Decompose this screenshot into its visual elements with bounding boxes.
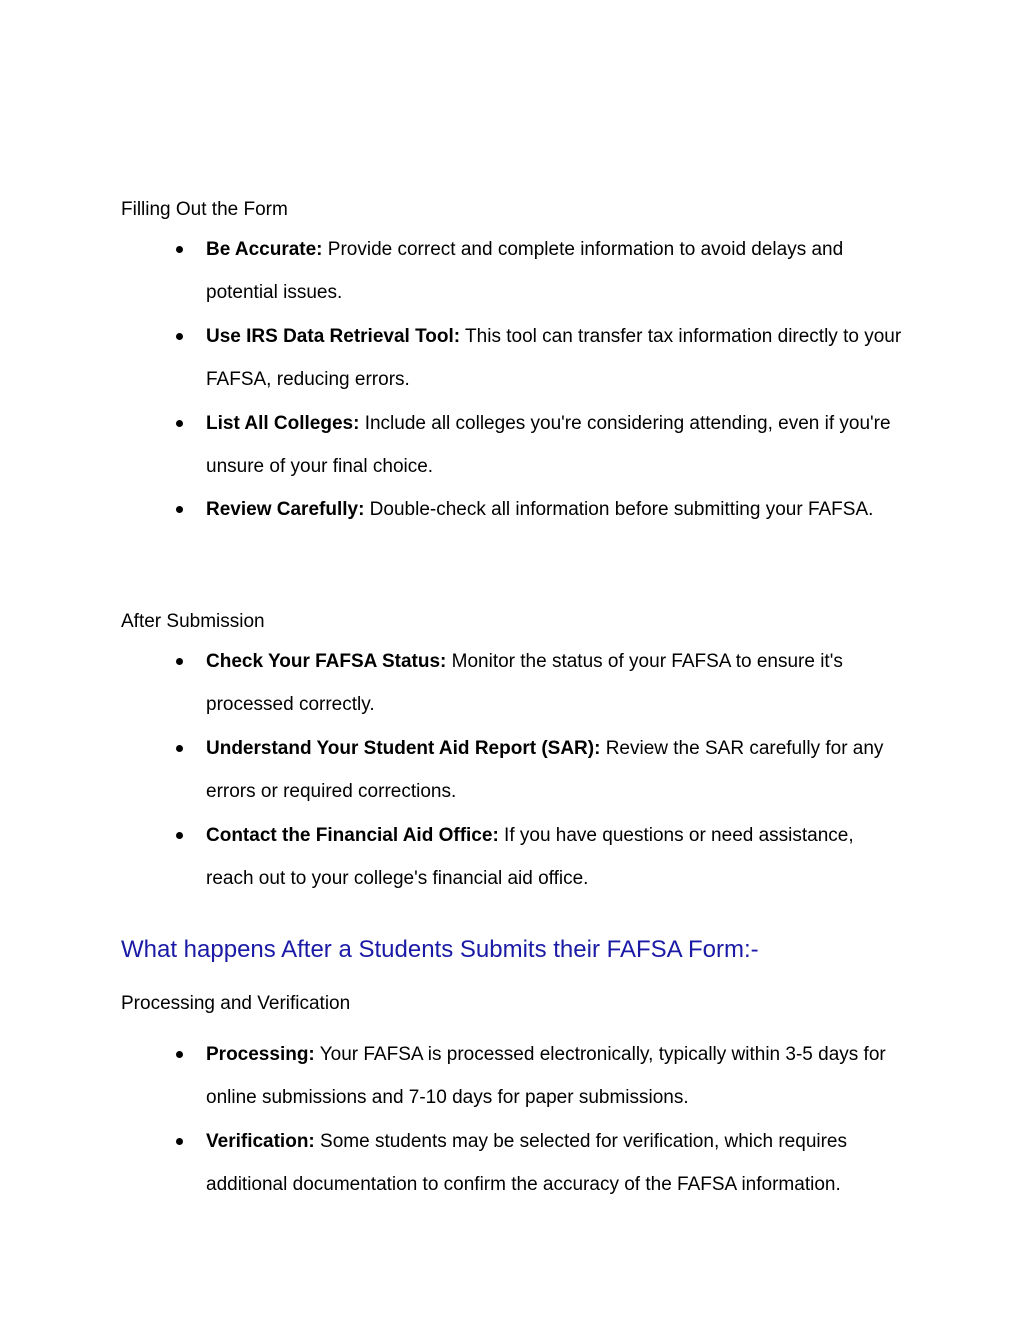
list-item [0, 1120, 906, 1207]
section-label-filling-out: Filling Out the Form [121, 199, 288, 220]
item-text: If you have questions or need assistance, reach out to your college's financial aid office. [206, 824, 854, 890]
item-term: Verification: [206, 1130, 315, 1152]
section-label-after-submission: After Submission [121, 611, 265, 632]
bullet-dot-icon [176, 333, 183, 340]
bullet-dot-icon [176, 1051, 183, 1058]
item-term: Review Carefully: [206, 499, 365, 521]
list-item [0, 488, 906, 531]
bullet-dot-icon [176, 658, 183, 665]
list-item [0, 1033, 906, 1120]
list-item [0, 315, 906, 402]
item-text: Include all colleges you're considering attending, even if you're unsure of your final choice. [206, 412, 891, 478]
item-text: Monitor the status of your FAFSA to ensure it's processed correctly. [206, 651, 843, 716]
bullet-dot-icon [176, 745, 183, 752]
list-item [0, 640, 906, 727]
section-heading-what-happens: What happens After a Students Submits their FAFSA Form:- [121, 936, 759, 963]
item-text: Review the SAR carefully for any errors or required corrections. [206, 737, 884, 803]
item-term: Contact the Financial Aid Office: [206, 824, 499, 846]
bullet-dot-icon [176, 1138, 183, 1145]
item-term: Processing: [206, 1044, 315, 1065]
list-item [0, 402, 906, 489]
item-term: Use IRS Data Retrieval Tool: [206, 325, 461, 347]
section-label-processing: Processing and Verification [121, 993, 351, 1014]
after-submission-list [0, 640, 1024, 900]
item-term: Check Your FAFSA Status: [206, 651, 447, 672]
item-term: Be Accurate: [206, 239, 323, 260]
item-text: Some students may be selected for verification, which requires additional documentation to confirm the accuracy of the FAFSA information. [206, 1130, 848, 1196]
list-item [0, 228, 906, 315]
bullet-dot-icon [176, 506, 183, 513]
item-text: Your FAFSA is processed electronically, typically within 3-5 days for online submissions and 7-10 days for paper submissions. [206, 1044, 886, 1109]
bullet-dot-icon [176, 246, 183, 253]
list-item [0, 727, 906, 814]
filling-out-list [0, 228, 1024, 532]
bullet-dot-icon [176, 420, 183, 427]
item-term: List All Colleges: [206, 412, 360, 434]
item-term: Understand Your Student Aid Report (SAR): [206, 737, 601, 759]
item-text: Double-check all information before submitting your FAFSA. [364, 499, 874, 521]
item-text: This tool can transfer tax information directly to your FAFSA, reducing errors. [206, 325, 902, 391]
item-text: Provide correct and complete information to avoid delays and potential issues. [206, 239, 844, 304]
processing-list [0, 1033, 1024, 1207]
bullet-dot-icon [176, 832, 183, 839]
list-item [0, 814, 906, 901]
